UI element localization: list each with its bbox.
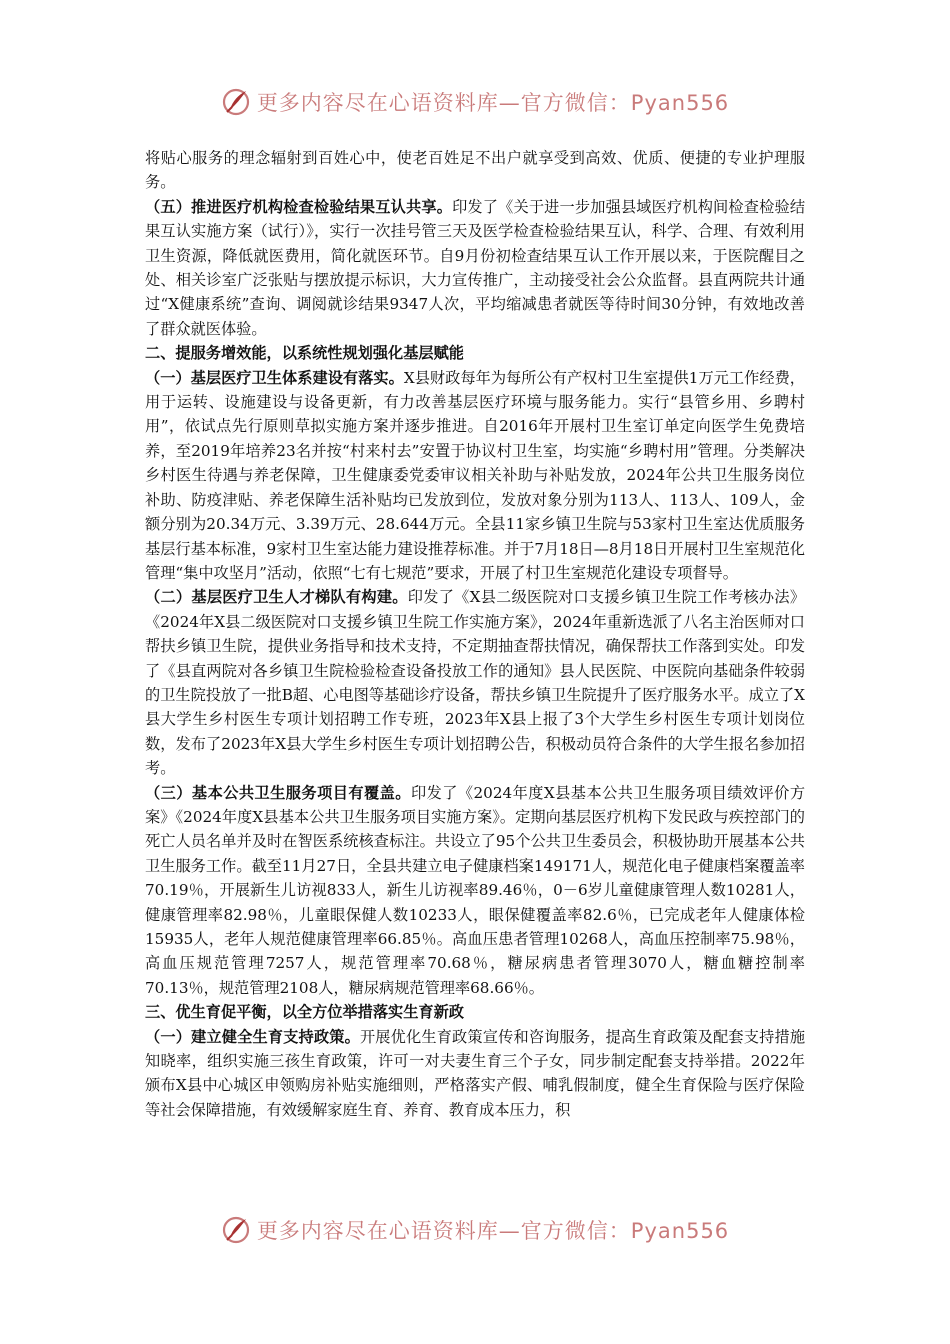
paragraph-text: 开展优化生育政策宣传和咨询服务，提高生育政策及配套支持措施知晓率，组织实施三孩生育政策，许可一对夫妻生育三个子女，同步制定配套支持举措。2022年颁布X县中心城区申领购房补贴实施细则，严格落实产假、哺乳假制度，健全生育保险与医疗保险等社会保障措施，有效缓解家庭生育、养育、教育成本压力，积	[145, 1027, 806, 1119]
paragraph-lead: （二）基层医疗卫生人才梯队有构建。	[145, 588, 408, 607]
paragraph-lead: （一）建立健全生育支持政策。	[145, 1027, 360, 1046]
document-body	[145, 146, 805, 1122]
header-banner	[0, 84, 950, 120]
section-heading: 三、优生育促平衡，以全方位举措落实生育新政	[145, 1003, 464, 1022]
paragraph-text: X县财政每年为每所公有产权村卫生室提供1万元工作经费，用于运转、设施建设与设备更新，有力改善基层医疗环境与服务能力。实行“县管乡用、乡聘村用”，依试点先行原则草拟实施方案并逐步推进。自2016年开展村卫生室订单定向医学生免费培养，至2019年培养23名并按“村来村去”安置于协议村卫生室，均实施“乡聘村用”管理。分类解决乡村医生待遇与养老保障，卫生健康委党委审议相关补助与补贴发放，2024年公共卫生服务岗位补助、防疫津贴、养老保障生活补贴均已发放到位，发放对象分别为113人、113人、109人，金额分别为20.34万元、3.39万元、28.644万元。全县11家乡镇卫生院与53家村卫生室达优质服务基层行基本标准，9家村卫生室达能力建设推荐标准。并于7月18日—8月18日开展村卫生室规范化管理“集中攻坚月”活动，依照“七有七规范”要求，开展了村卫生室规范化建设专项督导。	[145, 368, 805, 582]
paragraph-text: 印发了《关于进一步加强县域医疗机构间检查检验结果互认实施方案（试行）》，实行一次挂号管三天及医学检查检验结果互认，科学、合理、有效利用卫生资源，降低就医费用，简化就医环节。自9月份初检查结果互认工作开展以来，于医院醒目之处、相关诊室广泛张贴与摆放提示标识，大力宣传推广，主动接受社会公众监督。县直两院共计通过“X健康系统”查询、调阅就诊结果9347人次，平均缩减患者就医等待时间30分钟，有效地改善了群众就医体验。	[145, 197, 806, 338]
quill-in-circle-icon	[221, 87, 251, 117]
banner-text: 更多内容尽在心语资料库—官方微信：Pyan556	[256, 91, 730, 115]
paragraph-lead: （一）基层医疗卫生体系建设有落实。	[145, 368, 404, 387]
paragraph	[145, 366, 805, 586]
banner-text: 更多内容尽在心语资料库—官方微信：Pyan556	[256, 1219, 730, 1243]
paragraph	[145, 585, 805, 780]
paragraph	[145, 146, 805, 195]
quill-in-circle-icon	[221, 1215, 251, 1245]
paragraph	[145, 195, 805, 341]
paragraph-text: 将贴心服务的理念辐射到百姓心中，使老百姓足不出户就享受到高效、优质、便捷的专业护理服务。	[145, 149, 805, 192]
paragraph-lead: （三）基本公共卫生服务项目有覆盖。	[145, 783, 411, 802]
paragraph-text: 印发了《2024年度X县基本公共卫生服务项目绩效评价方案》《2024年度X县基本公共卫生服务项目实施方案》。定期向基层医疗机构下发民政与疾控部门的死亡人员名单并及时在智医系统核查标注。共设立了95个公共卫生委员会，积极协助开展基本公共卫生服务工作。截至11月27日，全县共建立电子健康档案149171人，规范化电子健康档案覆盖率70.19％，开展新生儿访视833人，新生儿访视率89.46％，0－6岁儿童健康管理人数10281人，健康管理率82.98％，儿童眼保健人数10233人，眼保健覆盖率82.6％，已完成老年人健康体检15935人，老年人规范健康管理率66.85％。高血压患者管理10268人，高血压控制率75.98％，高血压规范管理7257人，规范管理率70.68％，糖尿病患者管理3070人，糖血糖控制率70.13％，规范管理2108人，糖尿病规范管理率68.66％。	[145, 783, 806, 997]
paragraph-text: 印发了《X县二级医院对口支援乡镇卫生院工作考核办法》《2024年X县二级医院对口支援乡镇卫生院工作实施方案》，2024年重新选派了八名主治医师对口帮扶乡镇卫生院，提供业务指导和技术支持，不定期抽查帮扶情况，确保帮扶工作落到实处。印发了《县直两院对各乡镇卫生院检验检查设备投放工作的通知》县人民医院、中医院向基础条件较弱的卫生院投放了一批B超、心电图等基础诊疗设备，帮扶乡镇卫生院提升了医疗服务水平。成立了X县大学生乡村医生专项计划招聘工作专班，2023年X县上报了3个大学生乡村医生专项计划岗位数，发布了2023年X县大学生乡村医生专项计划招聘公告，积极动员符合条件的大学生报名参加招考。	[145, 588, 806, 778]
paragraph	[145, 1025, 805, 1123]
paragraph-lead: （五）推进医疗机构检查检验结果互认共享。	[145, 197, 453, 216]
section-heading: 二、提服务增效能，以系统性规划强化基层赋能	[145, 344, 464, 363]
paragraph	[145, 781, 805, 1001]
footer-banner	[0, 1212, 950, 1248]
